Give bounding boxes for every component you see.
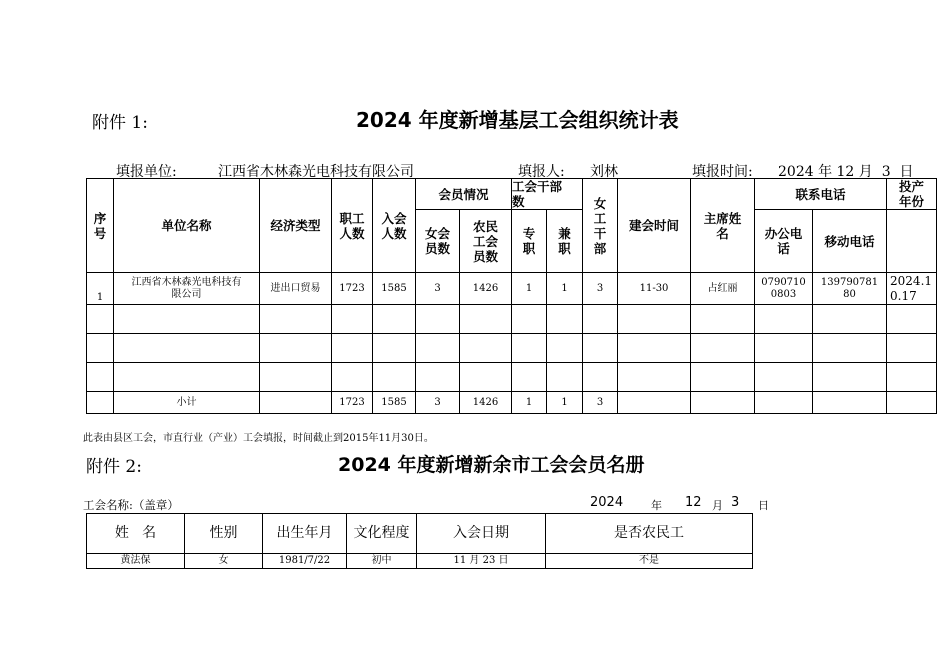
subtotal-fulltime: 1 — [512, 392, 547, 414]
header-migrant: 是否农民工 — [546, 514, 753, 554]
filler-value: 刘林 — [590, 164, 618, 180]
date-month-unit: 月 — [712, 499, 723, 512]
cell-econ-type: 进出口贸易 — [260, 273, 332, 305]
subtotal-row — [87, 392, 937, 414]
header-gender: 性别 — [185, 514, 263, 554]
date-day: 3 — [731, 495, 740, 510]
header-member-info: 会员情况 — [416, 179, 512, 210]
header-fulltime: 专职 — [512, 210, 547, 273]
cell-mobile: 13979078180 — [813, 273, 887, 305]
date-day-unit: 日 — [758, 499, 769, 512]
table-row — [87, 273, 937, 305]
header-cadre: 工会干部数 — [512, 179, 583, 210]
header-birth: 出生年月 — [263, 514, 347, 554]
subtotal-member-count: 1585 — [373, 392, 416, 414]
header-member-count: 入会人数 — [373, 179, 416, 273]
header-name: 姓 名 — [87, 514, 185, 554]
header-founded: 建会时间 — [618, 179, 691, 273]
member-roster-table — [86, 513, 753, 569]
cell-join-date: 11 月 23 日 — [417, 554, 546, 569]
cell-production-year: 2024.10.17 — [887, 273, 937, 305]
attachment-2-label: 附件 2: — [86, 457, 142, 477]
cell-fulltime: 1 — [512, 273, 547, 305]
header-female-cadre: 女工干部 — [583, 179, 618, 273]
header-parttime: 兼职 — [547, 210, 583, 273]
filler-label: 填报人: — [518, 164, 565, 180]
header-education: 文化程度 — [347, 514, 417, 554]
subtotal-migrant-members: 1426 — [460, 392, 512, 414]
cell-name: 黄法保 — [87, 554, 185, 569]
cell-parttime: 1 — [547, 273, 583, 305]
subtotal-parttime: 1 — [547, 392, 583, 414]
date-month: 12 — [685, 495, 702, 510]
subtotal-staff-count: 1723 — [332, 392, 373, 414]
header-female-members: 女会员数 — [416, 210, 460, 273]
cell-founded: 11-30 — [618, 273, 691, 305]
table-1-title: 2024 年度新增基层工会组织统计表 — [356, 108, 679, 132]
cell-migrant-members: 1426 — [460, 273, 512, 305]
header-production-year: 投产年份 — [887, 179, 937, 210]
union-name-label: 工会名称:（盖章） — [83, 498, 179, 512]
header-contact: 联系电话 — [755, 179, 887, 210]
header-mobile: 移动电话 — [813, 210, 887, 273]
header-unit-name: 单位名称 — [114, 179, 260, 273]
header-staff-count: 职工人数 — [332, 179, 373, 273]
cell-birth: 1981/7/22 — [263, 554, 347, 569]
fill-time-label: 填报时间: — [692, 164, 753, 180]
fill-unit-value: 江西省木林森光电科技有限公司 — [218, 164, 414, 180]
cell-female-cadre: 3 — [583, 273, 618, 305]
cell-chair: 占红丽 — [691, 273, 755, 305]
attachment-1-label: 附件 1: — [92, 113, 148, 133]
date-year: 2024 — [590, 495, 624, 510]
subtotal-female-cadre: 3 — [583, 392, 618, 414]
subtotal-label: 小计 — [114, 392, 260, 414]
union-statistics-table — [86, 178, 937, 414]
header-chair: 主席姓名 — [691, 179, 755, 273]
header-econ-type: 经济类型 — [260, 179, 332, 273]
cell-unit-name: 江西省木林森光电科技有限公司 — [114, 273, 260, 305]
cell-gender: 女 — [185, 554, 263, 569]
cell-office-phone: 07907100803 — [755, 273, 813, 305]
fill-unit-label: 填报单位: — [116, 164, 177, 180]
cell-member-count: 1585 — [373, 273, 416, 305]
date-year-unit: 年 — [651, 499, 662, 512]
header-seq: 序号 — [87, 179, 114, 273]
table-1-note: 此表由县区工会，市直行业（产业）工会填报，时间截止到2015年11月30日。 — [83, 433, 434, 444]
cell-education: 初中 — [347, 554, 417, 569]
cell-female-members: 3 — [416, 273, 460, 305]
table-2-title: 2024 年度新增新余市工会会员名册 — [338, 454, 645, 476]
header-join-date: 入会日期 — [417, 514, 546, 554]
header-empty — [887, 210, 937, 273]
header-office-phone: 办公电话 — [755, 210, 813, 273]
header-migrant-members: 农民工会员数 — [460, 210, 512, 273]
cell-staff-count: 1723 — [332, 273, 373, 305]
fill-time-value: 2024 年 12 月 3 日 — [778, 164, 914, 180]
cell-migrant: 不是 — [546, 554, 753, 569]
cell-seq: 1 — [87, 273, 114, 305]
table-row — [87, 554, 753, 569]
subtotal-female-members: 3 — [416, 392, 460, 414]
